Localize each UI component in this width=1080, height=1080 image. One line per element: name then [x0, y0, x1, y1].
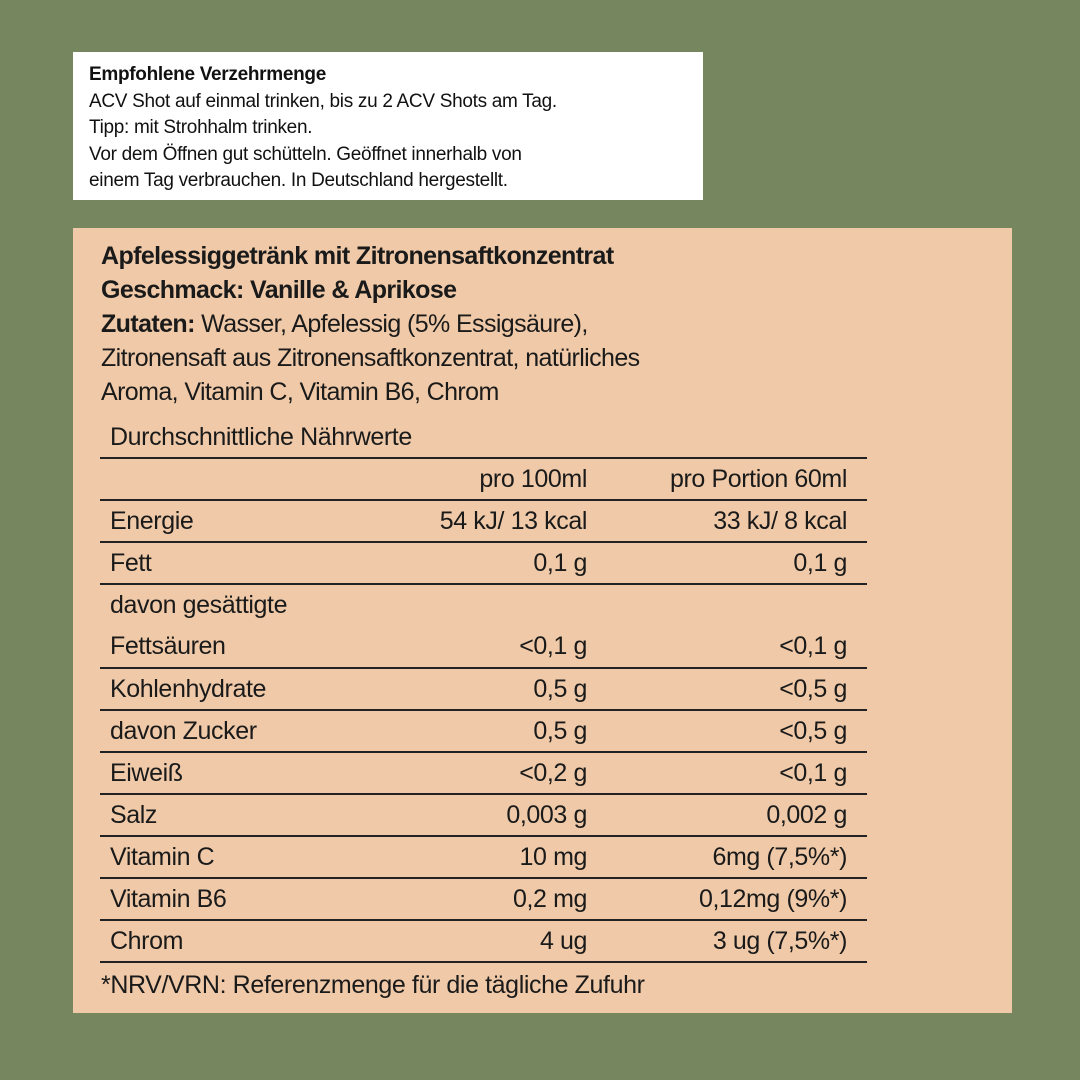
- value-per100: 0,5 g: [533, 674, 587, 703]
- row-label: [100, 927, 387, 956]
- table-row: [100, 543, 867, 585]
- table-row: [100, 795, 867, 837]
- table-row: [100, 711, 867, 753]
- product-info: [101, 239, 861, 409]
- ingredients-text: Zitronensaft aus Zitronensaftkonzentrat, natürliches: [101, 344, 640, 372]
- ingredients: [101, 307, 861, 341]
- value-portion: 0,12mg (9%*): [698, 884, 847, 913]
- value-portion: <0,5 g: [779, 716, 847, 745]
- usage-line: einem Tag verbrauchen. In Deutschland hergestellt.: [89, 170, 508, 191]
- usage-panel: [73, 52, 703, 200]
- value-per100: 4 ug: [539, 926, 587, 955]
- value-portion: <0,1 g: [779, 632, 847, 660]
- row-label-text: Fettsäuren: [110, 632, 226, 660]
- ingredients-text: Wasser, Apfelessig (5% Essigsäure),: [194, 310, 588, 338]
- table-header-row: [100, 459, 867, 501]
- row-label: [100, 885, 387, 914]
- row-label-text: davon gesättigte: [110, 591, 288, 619]
- product-name: Apfelessiggetränk mit Zitronensaftkonzentrat: [101, 242, 614, 270]
- row-label-text: Chrom: [110, 926, 184, 955]
- row-label-text: Salz: [110, 800, 158, 829]
- value-portion: 6mg (7,5%*): [712, 842, 847, 871]
- row-label-text: davon Zucker: [110, 716, 257, 745]
- row-label: [100, 717, 387, 746]
- nutrition-heading: Durchschnittliche Nährwerte: [110, 423, 412, 451]
- table-row: [100, 921, 867, 963]
- column-header-portion: pro Portion 60ml: [669, 464, 847, 493]
- usage-line: ACV Shot auf einmal trinken, bis zu 2 ACV Shots am Tag.: [89, 90, 557, 112]
- usage-line: Tipp: mit Strohhalm trinken.: [89, 117, 313, 138]
- row-label-text: Energie: [110, 506, 194, 535]
- usage-line: Vor dem Öffnen gut schütteln. Geöffnet innerhalb von: [89, 143, 522, 165]
- row-label: [100, 801, 387, 830]
- table-row: [100, 669, 867, 711]
- value-per100: 0,003 g: [506, 800, 587, 829]
- usage-title: Empfohlene Verzehrmenge: [89, 64, 327, 85]
- row-label: [100, 843, 387, 872]
- product-flavor: Geschmack: Vanille & Aprikose: [101, 276, 457, 304]
- column-header-100ml: pro 100ml: [479, 464, 587, 493]
- row-label: [100, 675, 387, 704]
- table-row: [100, 879, 867, 921]
- footnote: *NRV/VRN: Referenzmenge für die tägliche Zufuhr: [101, 971, 645, 999]
- ingredients-text: Aroma, Vitamin C, Vitamin B6, Chrom: [101, 378, 499, 406]
- value-portion: 0,1 g: [793, 548, 847, 577]
- row-label-text: Kohlenhydrate: [110, 674, 267, 703]
- value-per100: 54 kJ/ 13 kcal: [439, 506, 587, 535]
- table-row: [100, 837, 867, 879]
- nutrition-table: [100, 457, 867, 963]
- value-portion: 33 kJ/ 8 kcal: [713, 506, 847, 535]
- table-row: [100, 753, 867, 795]
- row-label: [100, 507, 387, 536]
- value-per100: 0,5 g: [533, 716, 587, 745]
- value-portion: <0,1 g: [779, 758, 847, 787]
- table-row: [100, 585, 867, 669]
- row-label: [100, 585, 387, 667]
- value-per100: <0,1 g: [519, 632, 587, 660]
- ingredients-label: Zutaten:: [101, 310, 195, 338]
- value-portion: 0,002 g: [766, 800, 847, 829]
- value-per100: 0,1 g: [533, 548, 587, 577]
- row-label-text: Eiweiß: [110, 758, 183, 787]
- value-portion: 3 ug (7,5%*): [712, 926, 847, 955]
- row-label: [100, 759, 387, 788]
- row-label: [100, 549, 387, 578]
- value-per100: 0,2 mg: [512, 884, 587, 913]
- value-per100: 10 mg: [519, 842, 587, 871]
- row-label-text: Vitamin C: [110, 842, 215, 871]
- value-per100: <0,2 g: [519, 758, 587, 787]
- row-label-text: Vitamin B6: [110, 884, 227, 913]
- nutrition-panel: [73, 228, 1012, 1013]
- row-label-text: Fett: [110, 548, 152, 577]
- table-row: [100, 501, 867, 543]
- value-portion: <0,5 g: [779, 674, 847, 703]
